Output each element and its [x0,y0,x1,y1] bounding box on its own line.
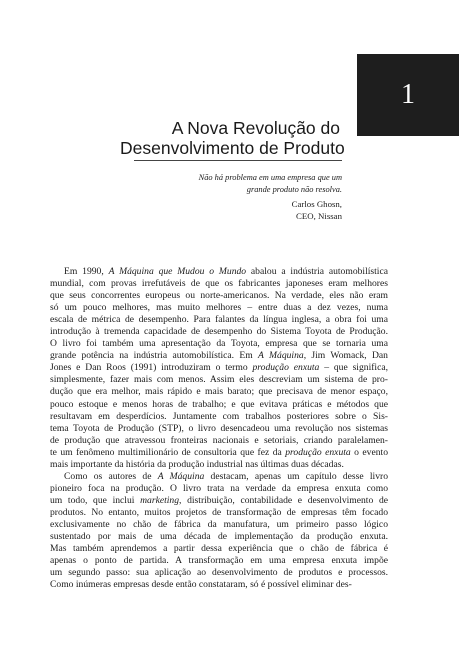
text-line: Como os autores de A Máquina destacam, apenas um capítulo desse livro [64,470,388,482]
text-line: um segundo passo: sua aplicação ao desenvolvimento de produtos e processos. [50,567,388,579]
text-line: dução que era melhor, mais rápido e mais barato; que precisava de menor espaço, [50,386,388,398]
chapter-title [120,118,345,158]
italic-text: A Máquina [157,470,205,482]
text-line: te um fenômeno multimilionário de consultoria que fez da produção enxuta o evento [50,446,388,458]
epigraph-author-role: CEO, Nissan [296,210,342,221]
text-line: simplesmente, fazer mais com menos. Assim eles descreviam um sistema de pro- [50,374,388,386]
text-line: escala de métrica de desempenho. Para falantes da língua inglesa, a obra foi uma [50,314,388,326]
text-line: apenas o ponto de partida. A transformação em uma empresa enxuta impõe [50,555,388,567]
text-line: resultavam em desperdícios. Juntamente com trabalhos posteriores sobre o Sis- [50,410,388,422]
text-line: O livro foi também uma apresentação da Toyota, empresa que se tornaria uma [50,338,388,350]
body-text [50,266,388,591]
text-line: pouco estoque e menos horas de trabalho; e que evitava práticas e métodos que [50,398,388,410]
chapter-number-tab [357,54,459,136]
text-line: sustentado por mais de uma década de implementação da produção enxuta. [50,531,388,543]
epigraph [150,172,342,222]
text-line: introdução à tremenda capacidade de desempenho do Sistema Toyota de Produção. [50,326,388,338]
italic-text: marketing [140,494,180,506]
text-line: só um pouco melhores, mas muito melhores – entre duas a dez vezes, numa [50,302,388,314]
paragraph-2 [50,471,388,591]
text-line: de produção que atravessou fronteiras nacionais e setoriais, criando paralelamen- [50,434,388,446]
text-line: Mas também aprendemos a partir dessa experiência que o chão de fábrica é [50,543,388,555]
chapter-title-line-1: A Nova Revolução do [171,118,340,138]
text-line: pioneiro foca na produção. O livro trata na verdade da empresa enxuta como [50,482,388,494]
text-line: mais importante da história da produção industrial nas últimas duas décadas. [50,458,344,470]
epigraph-quote-line-2: grande produto não resolva. [246,184,342,194]
text-line: exclusivamente no chão de fábrica da manufatura, um primeiro passo lógico [50,518,388,530]
paragraph-1 [50,266,388,471]
italic-text: A Máquina que Mudou o Mundo [108,266,247,277]
text-line: mundial, com provas irrefutáveis de que os fabricantes japoneses eram melhores [50,278,388,290]
italic-text: A Máquina [258,350,304,362]
chapter-title-line-2: Desenvolvimento de Produto [120,138,345,158]
text-line: tema Toyota de Produção (STP), o livro desencadeou uma revolução nos sistemas [50,422,388,434]
epigraph-attribution [150,199,342,222]
text-line: que seus concorrentes europeus ou norte-americanos. Na verdade, eles não eram [50,290,388,302]
text-line: Jones e Dan Roos (1991) introduziram o termo produção enxuta – que significa, [50,362,389,374]
chapter-number: 1 [401,79,415,110]
epigraph-quote-line-1: Não há problema em uma empresa que um [198,173,342,182]
italic-text: produção enxuta [285,446,351,458]
italic-text: produção enxuta [252,362,320,374]
epigraph-author: Carlos Ghosn, [291,199,342,209]
text-line: Como inúmeras empresas desde então constataram, só é possível eliminar des- [50,579,352,591]
text-line: Em 1990, A Máquina que Mudou o Mundo abalou a indústria automobilística [64,266,388,277]
epigraph-quote [150,172,342,195]
text-line: um todo, que inclui marketing, distribuição, contabilidade e desenvolvimento de [50,494,388,506]
text-line: produtos. No entanto, muitos projetos de transformação de empresas têm focado [50,506,388,518]
text-line: grande potência na indústria automobilística. Em A Máquina, Jim Womack, Dan [50,350,388,362]
title-divider [134,160,342,161]
